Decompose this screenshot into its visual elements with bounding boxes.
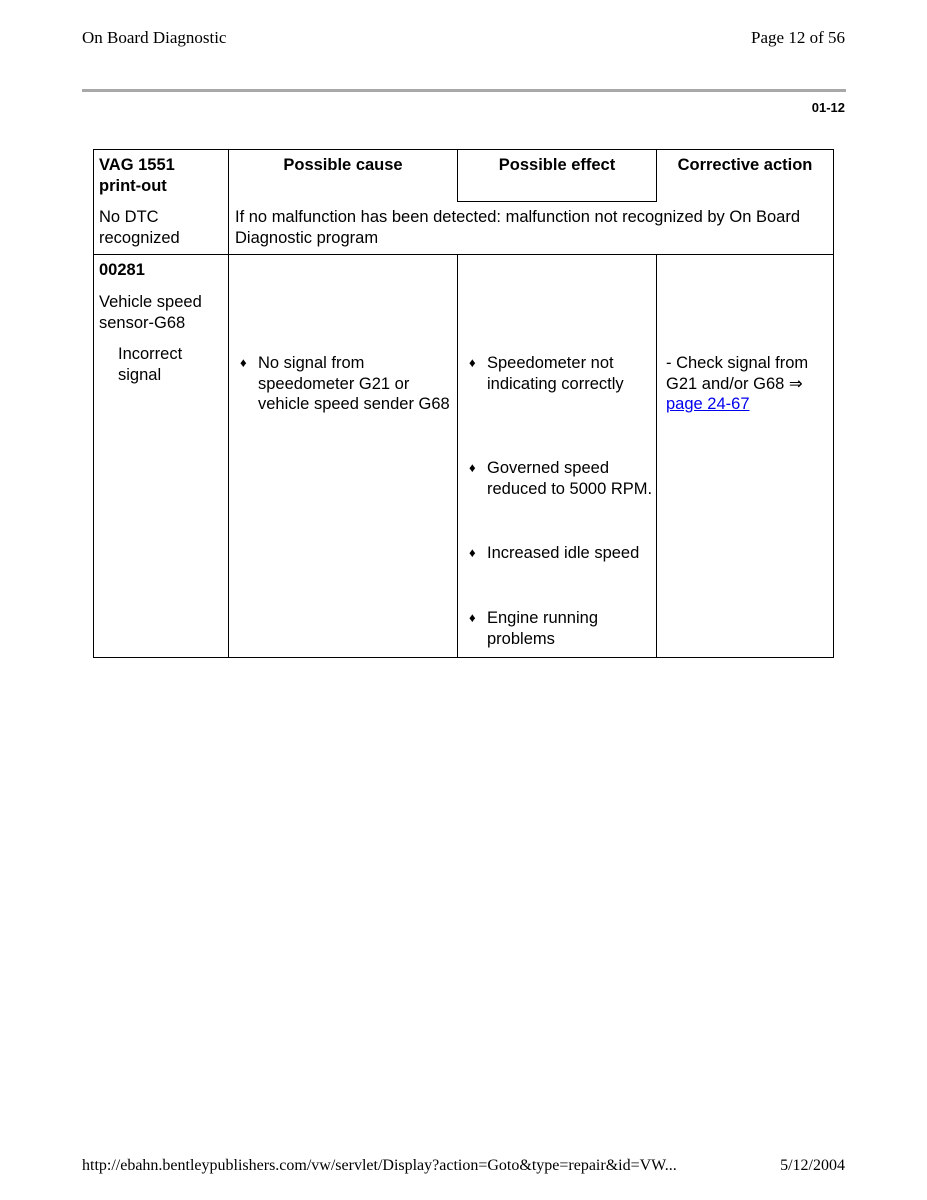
diamond-bullet-icon: ♦	[469, 545, 476, 560]
column-divider-3-body	[656, 254, 657, 658]
effect-text: Governed speed reduced to 5000 RPM.	[487, 459, 653, 498]
row-divider	[93, 254, 834, 255]
footer-date: 5/12/2004	[780, 1157, 845, 1174]
header-vag-printout: VAG 1551 print-out	[99, 156, 175, 195]
header-corrective-action: Corrective action	[677, 156, 813, 174]
column-divider-1	[228, 149, 229, 658]
header-rule	[82, 89, 846, 92]
table-border-right	[833, 149, 834, 658]
corrective-action	[666, 353, 832, 415]
fault-condition: Incorrect signal	[118, 345, 183, 384]
table-border-left	[93, 149, 94, 658]
document-title: On Board Diagnostic	[82, 28, 227, 47]
cause-text: No signal from speedometer G21 or vehicle speed sender G68	[258, 354, 450, 413]
effect-list-item	[467, 353, 653, 394]
effect-list-item	[467, 608, 653, 649]
cause-list-item	[238, 353, 450, 415]
table-border-bottom	[93, 657, 834, 658]
diamond-bullet-icon: ♦	[469, 610, 476, 625]
diagnostic-table	[93, 149, 834, 658]
no-dtc-description: If no malfunction has been detected: malfunction not recognized by On Board Diagnostic program	[235, 208, 801, 247]
diamond-bullet-icon: ♦	[469, 355, 476, 370]
page-reference-link[interactable]: page 24-67	[666, 395, 750, 413]
table-border-top	[93, 149, 834, 150]
effect-header-bottom-border	[457, 201, 657, 202]
fault-component: Vehicle speed sensor-G68	[99, 293, 202, 332]
effect-list-item	[467, 543, 653, 564]
section-code: 01-12	[811, 100, 845, 115]
effect-text: Increased idle speed	[487, 544, 640, 562]
header-possible-effect: Possible effect	[498, 156, 616, 174]
page-number: Page 12 of 56	[751, 28, 845, 47]
footer-url: http://ebahn.bentleypublishers.com/vw/servlet/Display?action=Goto&type=repair&id=VW...	[82, 1157, 677, 1174]
diamond-bullet-icon: ♦	[240, 355, 247, 370]
effect-list-item	[467, 458, 653, 499]
effect-text: Engine running problems	[487, 609, 599, 648]
header-possible-cause: Possible cause	[283, 156, 403, 174]
no-dtc-label: No DTC recognized	[99, 208, 180, 247]
corrective-action-text: - Check signal from G21 and/or G68 ⇒	[666, 354, 809, 393]
diamond-bullet-icon: ♦	[469, 460, 476, 475]
fault-code: 00281	[99, 261, 145, 279]
column-divider-2-body	[457, 254, 458, 658]
effect-text: Speedometer not indicating correctly	[487, 354, 624, 393]
